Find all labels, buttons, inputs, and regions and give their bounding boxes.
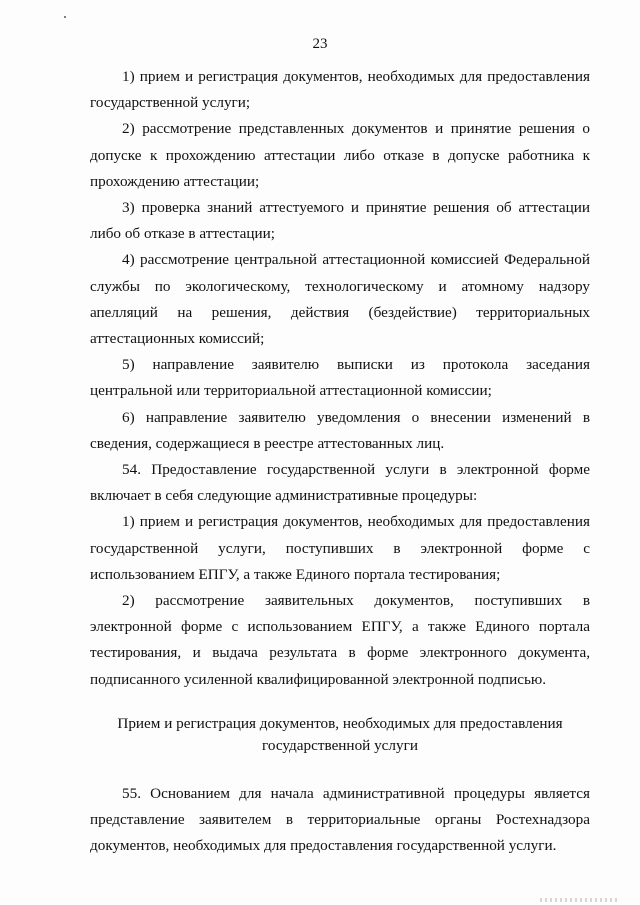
section-heading — [90, 713, 590, 757]
section-heading-line-2: государственной услуги — [262, 736, 418, 754]
paragraph-3: 3) проверка знаний аттестуемого и принятие решения об аттестации либо об отказе в аттестации; — [90, 199, 590, 243]
paragraph-54-1: 1) прием и регистрация документов, необходимых для предоставления государственной услуги, поступивших в электронной форме с использованием ЕПГУ, а также Единого портала тестирования; — [90, 513, 590, 583]
scan-speck — [64, 16, 66, 18]
paragraph-54: 54. Предоставление государственной услуги в электронной форме включает в себя следующие административные процедуры: — [90, 461, 590, 505]
paragraph-54-2: 2) рассмотрение заявительных документов, поступивших в электронной форме с использованием ЕПГУ, а также Единого портала тестирования, и выдача результата в форме электронного документа, подписанного усиленной квалифицированной электронной подписью. — [90, 592, 590, 688]
paragraph-55: 55. Основанием для начала административной процедуры является представление заявителем в территориальные органы Ростехнадзора документов, необходимых для предоставления государственной услуги. — [90, 784, 590, 855]
paragraph-2: 2) рассмотрение представленных документов и принятие решения о допуске к прохождению аттестации либо отказе в допуске работника к прохождению аттестации; — [90, 120, 590, 190]
document-body — [90, 64, 590, 859]
section-heading-line-1: Прием и регистрация документов, необходимых для предоставления — [117, 714, 563, 732]
paragraph-4: 4) рассмотрение центральной аттестационной комиссией Федеральной службы по экологическому, технологическому и атомному надзору апелляций на решения, действия (бездействие) территориальных аттестационных комиссий; — [90, 251, 590, 348]
scan-edge-artifact — [540, 898, 620, 902]
paragraph-6: 6) направление заявителю уведомления о внесении изменений в сведения, содержащиеся в реестре аттестованных лиц. — [90, 408, 590, 452]
paragraph-1: 1) прием и регистрация документов, необходимых для предоставления государственной услуги; — [90, 68, 590, 112]
paragraph-5: 5) направление заявителю выписки из протокола заседания центральной или территориальной аттестационной комиссии; — [90, 356, 590, 400]
page-number: 23 — [312, 36, 328, 52]
